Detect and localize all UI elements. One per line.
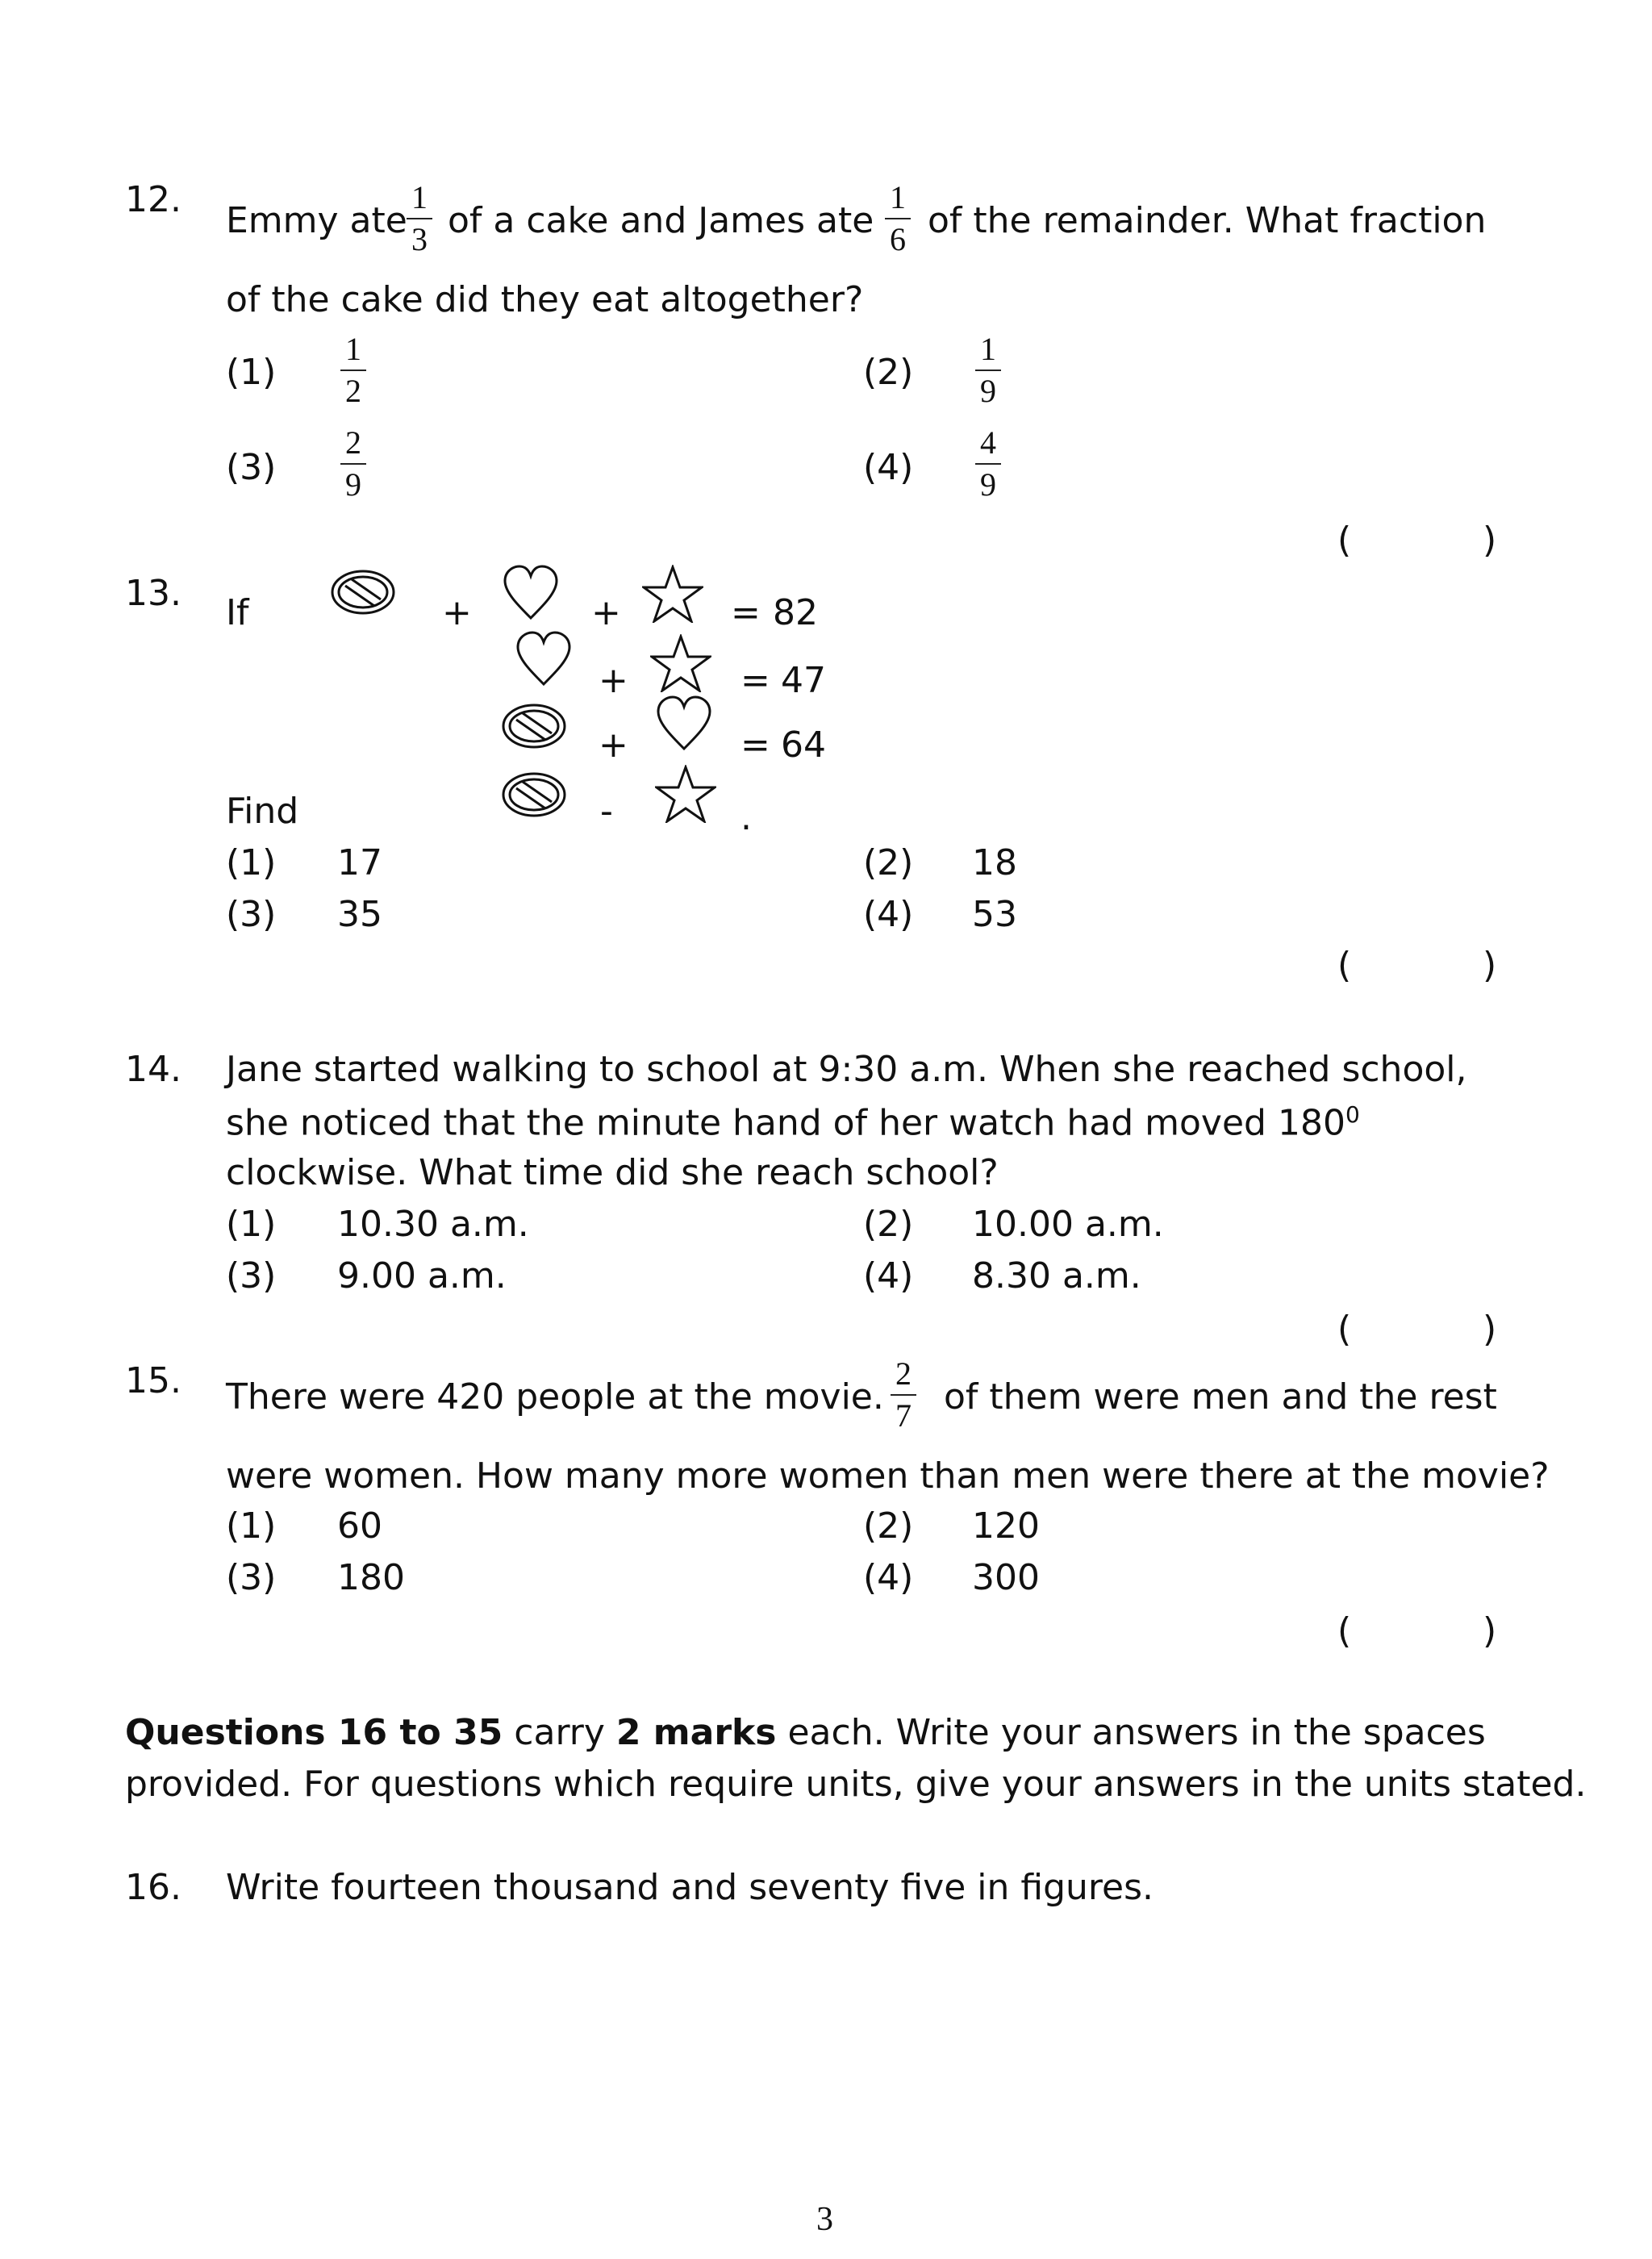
option-value[interactable]: 300 <box>972 1557 1040 1598</box>
option-label[interactable]: (2) <box>863 352 914 393</box>
period: . <box>740 797 752 838</box>
equals-sign: = <box>731 592 761 633</box>
option-fraction[interactable]: 1 9 <box>972 331 1004 410</box>
fraction-one-third: 1 3 <box>403 179 436 258</box>
heart-icon <box>515 631 573 687</box>
equals-sign: = <box>740 660 770 701</box>
answer-bracket-open[interactable]: ( <box>1337 945 1352 986</box>
fraction-two-sevenths: 2 7 <box>887 1355 920 1434</box>
option-label[interactable]: (2) <box>863 842 914 883</box>
question-text: were women. How many more women than men were there at the movie? <box>226 1455 1550 1497</box>
minus-sign: - <box>600 791 613 832</box>
answer-bracket-close[interactable]: ) <box>1483 1309 1497 1350</box>
answer-bracket-open[interactable]: ( <box>1337 520 1352 561</box>
option-value[interactable]: 60 <box>337 1505 382 1547</box>
if-label: If <box>226 592 249 633</box>
plus-sign: + <box>591 592 621 633</box>
plus-sign: + <box>442 592 472 633</box>
heart-icon <box>655 695 713 752</box>
option-value[interactable]: 18 <box>972 842 1017 883</box>
instructions-line: Questions 16 to 35 carry 2 marks each. Write your answers in the spaces <box>125 1712 1486 1753</box>
star-icon <box>642 565 703 623</box>
option-label[interactable]: (1) <box>226 1505 277 1547</box>
find-label: Find <box>226 791 299 832</box>
option-value[interactable]: 53 <box>972 894 1017 935</box>
option-fraction[interactable]: 4 9 <box>972 424 1004 503</box>
option-label[interactable]: (4) <box>863 1557 914 1598</box>
question-text: of a cake and James ate <box>448 200 874 241</box>
option-value[interactable]: 35 <box>337 894 382 935</box>
option-value[interactable]: 180 <box>337 1557 405 1598</box>
equation-result: 64 <box>781 724 826 766</box>
instructions-line: provided. For questions which require units, give your answers in the units stated. <box>125 1764 1587 1805</box>
equals-sign: = <box>740 724 770 766</box>
answer-bracket-close[interactable]: ) <box>1483 945 1497 986</box>
question-text: of the cake did they eat altogether? <box>226 279 864 320</box>
option-fraction[interactable]: 1 2 <box>337 331 369 410</box>
question-text: clockwise. What time did she reach school? <box>226 1152 999 1193</box>
answer-bracket-close[interactable]: ) <box>1483 1610 1497 1651</box>
option-value[interactable]: 9.00 a.m. <box>337 1255 507 1297</box>
question-number: 12. <box>125 179 181 220</box>
equation-result: 82 <box>773 592 818 633</box>
question-text: of them were men and the rest <box>944 1376 1497 1418</box>
option-label[interactable]: (4) <box>863 894 914 935</box>
option-label[interactable]: (4) <box>863 1255 914 1297</box>
option-label[interactable]: (3) <box>226 1255 277 1297</box>
question-text: Jane started walking to school at 9:30 a.m. When she reached school, <box>226 1049 1467 1090</box>
question-number: 15. <box>125 1360 181 1401</box>
option-label[interactable]: (2) <box>863 1204 914 1245</box>
option-value[interactable]: 8.30 a.m. <box>972 1255 1141 1297</box>
option-label[interactable]: (2) <box>863 1505 914 1547</box>
question-number: 14. <box>125 1049 181 1090</box>
answer-bracket-close[interactable]: ) <box>1483 520 1497 561</box>
option-label[interactable]: (1) <box>226 352 277 393</box>
option-label[interactable]: (4) <box>863 447 914 488</box>
question-text: Write fourteen thousand and seventy five in figures. <box>226 1867 1154 1908</box>
no-entry-icon <box>500 770 568 819</box>
plus-sign: + <box>599 724 628 766</box>
option-value[interactable]: 10.30 a.m. <box>337 1204 529 1245</box>
question-number: 13. <box>125 573 181 614</box>
option-fraction[interactable]: 2 9 <box>337 424 369 503</box>
option-label[interactable]: (1) <box>226 842 277 883</box>
star-icon <box>655 765 716 823</box>
option-label[interactable]: (3) <box>226 447 277 488</box>
question-text: of the remainder. What fraction <box>928 200 1487 241</box>
star-icon <box>650 634 711 692</box>
plus-sign: + <box>599 660 628 701</box>
heart-icon <box>502 565 560 621</box>
option-value[interactable]: 10.00 a.m. <box>972 1204 1164 1245</box>
question-text: There were 420 people at the movie. <box>226 1376 884 1418</box>
no-entry-icon <box>500 702 568 750</box>
answer-bracket-open[interactable]: ( <box>1337 1309 1352 1350</box>
option-label[interactable]: (1) <box>226 1204 277 1245</box>
option-value[interactable]: 17 <box>337 842 382 883</box>
option-label[interactable]: (3) <box>226 894 277 935</box>
question-number: 16. <box>125 1867 181 1908</box>
answer-bracket-open[interactable]: ( <box>1337 1610 1352 1651</box>
option-value[interactable]: 120 <box>972 1505 1040 1547</box>
question-text: she noticed that the minute hand of her watch had moved $180^0$ <box>226 1101 1360 1144</box>
option-label[interactable]: (3) <box>226 1557 277 1598</box>
page-number: 3 <box>816 2201 833 2238</box>
no-entry-icon <box>329 568 397 616</box>
fraction-one-sixth: 1 6 <box>882 179 914 258</box>
question-text: Emmy ate <box>226 200 407 241</box>
equation-result: 47 <box>781 660 826 701</box>
degree-superscript: 0 <box>1345 1101 1360 1128</box>
